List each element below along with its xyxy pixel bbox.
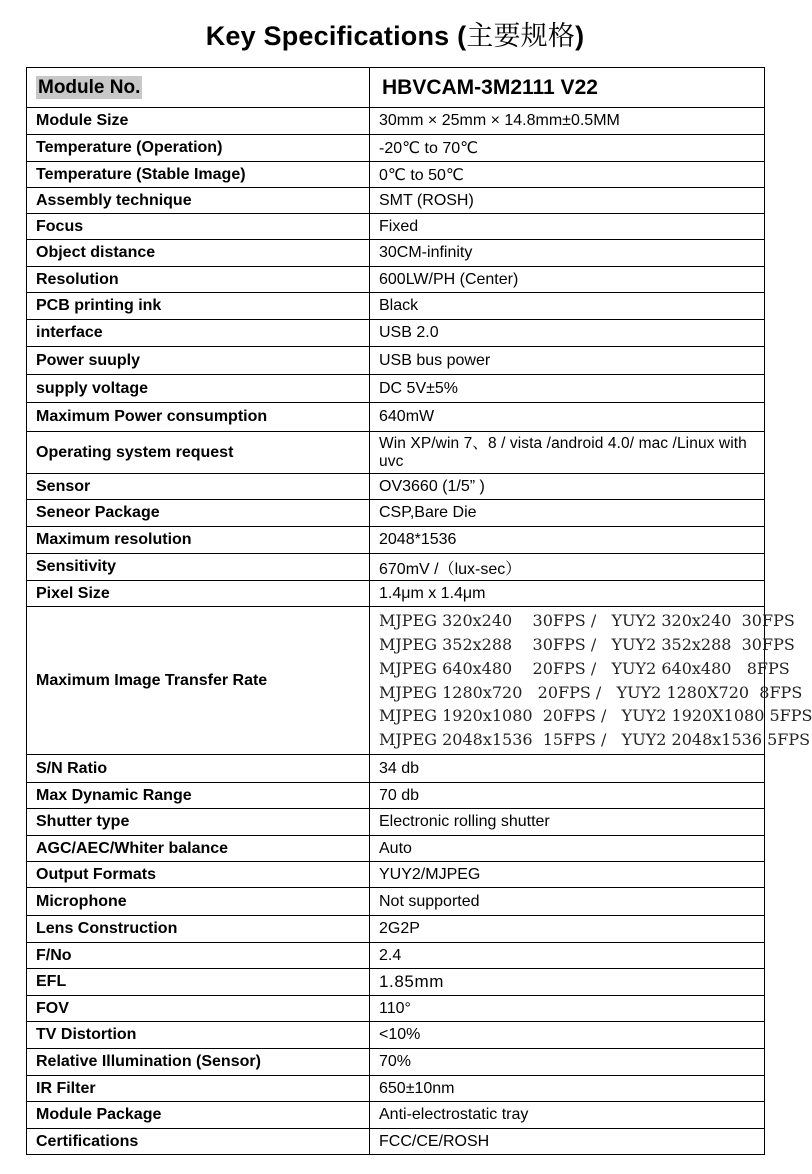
row-label: supply voltage bbox=[27, 375, 370, 403]
table-row bbox=[27, 1102, 765, 1129]
table-row bbox=[27, 755, 765, 783]
row-value: Fixed bbox=[370, 214, 765, 240]
module-no-label: Module No. bbox=[27, 68, 370, 108]
table-row bbox=[27, 500, 765, 527]
row-value: 0℃ to 50℃ bbox=[370, 162, 765, 188]
table-header-row bbox=[27, 68, 765, 108]
row-label: Certifications bbox=[27, 1129, 370, 1155]
row-label: AGC/AEC/Whiter balance bbox=[27, 836, 370, 862]
row-label: Shutter type bbox=[27, 809, 370, 836]
table-row bbox=[27, 347, 765, 375]
transfer-rate-line: MJPEG 640x480 20FPS / YUY2 640x480 8FPS bbox=[379, 658, 790, 678]
row-value: 670mV /（lux-sec） bbox=[370, 554, 765, 581]
transfer-rate-label: Maximum Image Transfer Rate bbox=[27, 607, 370, 755]
table-row bbox=[27, 1129, 765, 1155]
row-value: 30CM-infinity bbox=[370, 240, 765, 267]
table-row bbox=[27, 320, 765, 347]
row-label: Operating system request bbox=[27, 432, 370, 474]
transfer-rate-line: MJPEG 320x240 30FPS / YUY2 320x240 30FPS bbox=[379, 611, 795, 631]
table-row bbox=[27, 135, 765, 162]
title-close: ) bbox=[575, 21, 585, 51]
row-value: 640mW bbox=[370, 403, 765, 432]
table-row bbox=[27, 162, 765, 188]
row-label: Maximum resolution bbox=[27, 527, 370, 554]
row-label: Lens Construction bbox=[27, 916, 370, 943]
row-value: FCC/CE/ROSH bbox=[370, 1129, 765, 1155]
table-row bbox=[27, 527, 765, 554]
table-row bbox=[27, 1076, 765, 1102]
table-row bbox=[27, 188, 765, 214]
row-label: Pixel Size bbox=[27, 581, 370, 607]
row-value: 2048*1536 bbox=[370, 527, 765, 554]
module-no-value: HBVCAM-3M2111 V22 bbox=[370, 68, 765, 108]
row-value: Anti-electrostatic tray bbox=[370, 1102, 765, 1129]
row-label: Temperature (Operation) bbox=[27, 135, 370, 162]
row-label: Sensitivity bbox=[27, 554, 370, 581]
row-label: interface bbox=[27, 320, 370, 347]
spec-table bbox=[26, 67, 812, 1155]
row-label: F/No bbox=[27, 943, 370, 969]
row-value: Not supported bbox=[370, 888, 765, 916]
row-label: TV Distortion bbox=[27, 1022, 370, 1049]
row-label: Object distance bbox=[27, 240, 370, 267]
table-row bbox=[27, 969, 765, 996]
transfer-rate-line: MJPEG 1280x720 20FPS / YUY2 1280X720 8FPS bbox=[379, 682, 803, 702]
row-value: Auto bbox=[370, 836, 765, 862]
row-value: DC 5V±5% bbox=[370, 375, 765, 403]
row-label: Assembly technique bbox=[27, 188, 370, 214]
row-value: 34 db bbox=[370, 755, 765, 783]
row-label: Temperature (Stable Image) bbox=[27, 162, 370, 188]
row-value: OV3660 (1/5” ) bbox=[370, 474, 765, 500]
row-value: 2.4 bbox=[370, 943, 765, 969]
table-row bbox=[27, 214, 765, 240]
row-value: 110° bbox=[370, 996, 765, 1022]
table-row bbox=[27, 375, 765, 403]
row-value: Electronic rolling shutter bbox=[370, 809, 765, 836]
table-row bbox=[27, 293, 765, 320]
row-value: USB bus power bbox=[370, 347, 765, 375]
row-label: Max Dynamic Range bbox=[27, 783, 370, 809]
row-value: 650±10nm bbox=[370, 1076, 765, 1102]
row-value: Black bbox=[370, 293, 765, 320]
table-row bbox=[27, 809, 765, 836]
table-row bbox=[27, 474, 765, 500]
transfer-rate-row bbox=[27, 607, 765, 755]
row-label: Microphone bbox=[27, 888, 370, 916]
row-value: USB 2.0 bbox=[370, 320, 765, 347]
table-row bbox=[27, 836, 765, 862]
row-label: Relative Illumination (Sensor) bbox=[27, 1049, 370, 1076]
row-label: Output Formats bbox=[27, 862, 370, 888]
row-value: YUY2/MJPEG bbox=[370, 862, 765, 888]
transfer-rate-line: MJPEG 2048x1536 15FPS / YUY2 2048x1536 5FPS bbox=[379, 729, 811, 749]
row-label: EFL bbox=[27, 969, 370, 996]
transfer-rate-line: MJPEG 352x288 30FPS / YUY2 352x288 30FPS bbox=[379, 635, 795, 655]
row-value: CSP,Bare Die bbox=[370, 500, 765, 527]
row-value: -20℃ to 70℃ bbox=[370, 135, 765, 162]
title-chinese: 主要规格 bbox=[466, 21, 576, 52]
table-row bbox=[27, 783, 765, 809]
row-label: Sensor bbox=[27, 474, 370, 500]
row-value: 600LW/PH (Center) bbox=[370, 267, 765, 293]
table-row bbox=[27, 240, 765, 267]
row-label: Maximum Power consumption bbox=[27, 403, 370, 432]
transfer-rate-values bbox=[370, 607, 812, 755]
table-row bbox=[27, 888, 765, 916]
table-row bbox=[27, 1022, 765, 1049]
row-label: IR Filter bbox=[27, 1076, 370, 1102]
row-value: 70 db bbox=[370, 783, 765, 809]
table-row bbox=[27, 108, 765, 135]
row-label: PCB printing ink bbox=[27, 293, 370, 320]
row-label: S/N Ratio bbox=[27, 755, 370, 783]
row-label: FOV bbox=[27, 996, 370, 1022]
row-value: <10% bbox=[370, 1022, 765, 1049]
row-value: 1.85mm bbox=[370, 969, 765, 996]
table-row bbox=[27, 403, 765, 432]
row-value: 2G2P bbox=[370, 916, 765, 943]
row-value: 70% bbox=[370, 1049, 765, 1076]
page-title bbox=[0, 14, 790, 53]
row-value: SMT (ROSH) bbox=[370, 188, 765, 214]
row-label: Focus bbox=[27, 214, 370, 240]
table-row bbox=[27, 267, 765, 293]
transfer-rate-line: MJPEG 1920x1080 20FPS / YUY2 1920X1080 5FPS bbox=[379, 706, 812, 726]
table-row bbox=[27, 554, 765, 581]
table-row bbox=[27, 916, 765, 943]
row-value: 30mm × 25mm × 14.8mm±0.5MM bbox=[370, 108, 765, 135]
table-row bbox=[27, 996, 765, 1022]
title-text: Key Specifications ( bbox=[205, 21, 467, 51]
row-label: Resolution bbox=[27, 267, 370, 293]
row-label: Module Package bbox=[27, 1102, 370, 1129]
table-row bbox=[27, 581, 765, 607]
table-row bbox=[27, 432, 765, 474]
row-value: Win XP/win 7、8 / vista /android 4.0/ mac /Linux with uvc bbox=[370, 432, 765, 474]
row-value: 1.4μm x 1.4μm bbox=[370, 581, 765, 607]
row-label: Module Size bbox=[27, 108, 370, 135]
table-row bbox=[27, 862, 765, 888]
row-label: Power suuply bbox=[27, 347, 370, 375]
table-row bbox=[27, 943, 765, 969]
table-row bbox=[27, 1049, 765, 1076]
row-label: Seneor Package bbox=[27, 500, 370, 527]
